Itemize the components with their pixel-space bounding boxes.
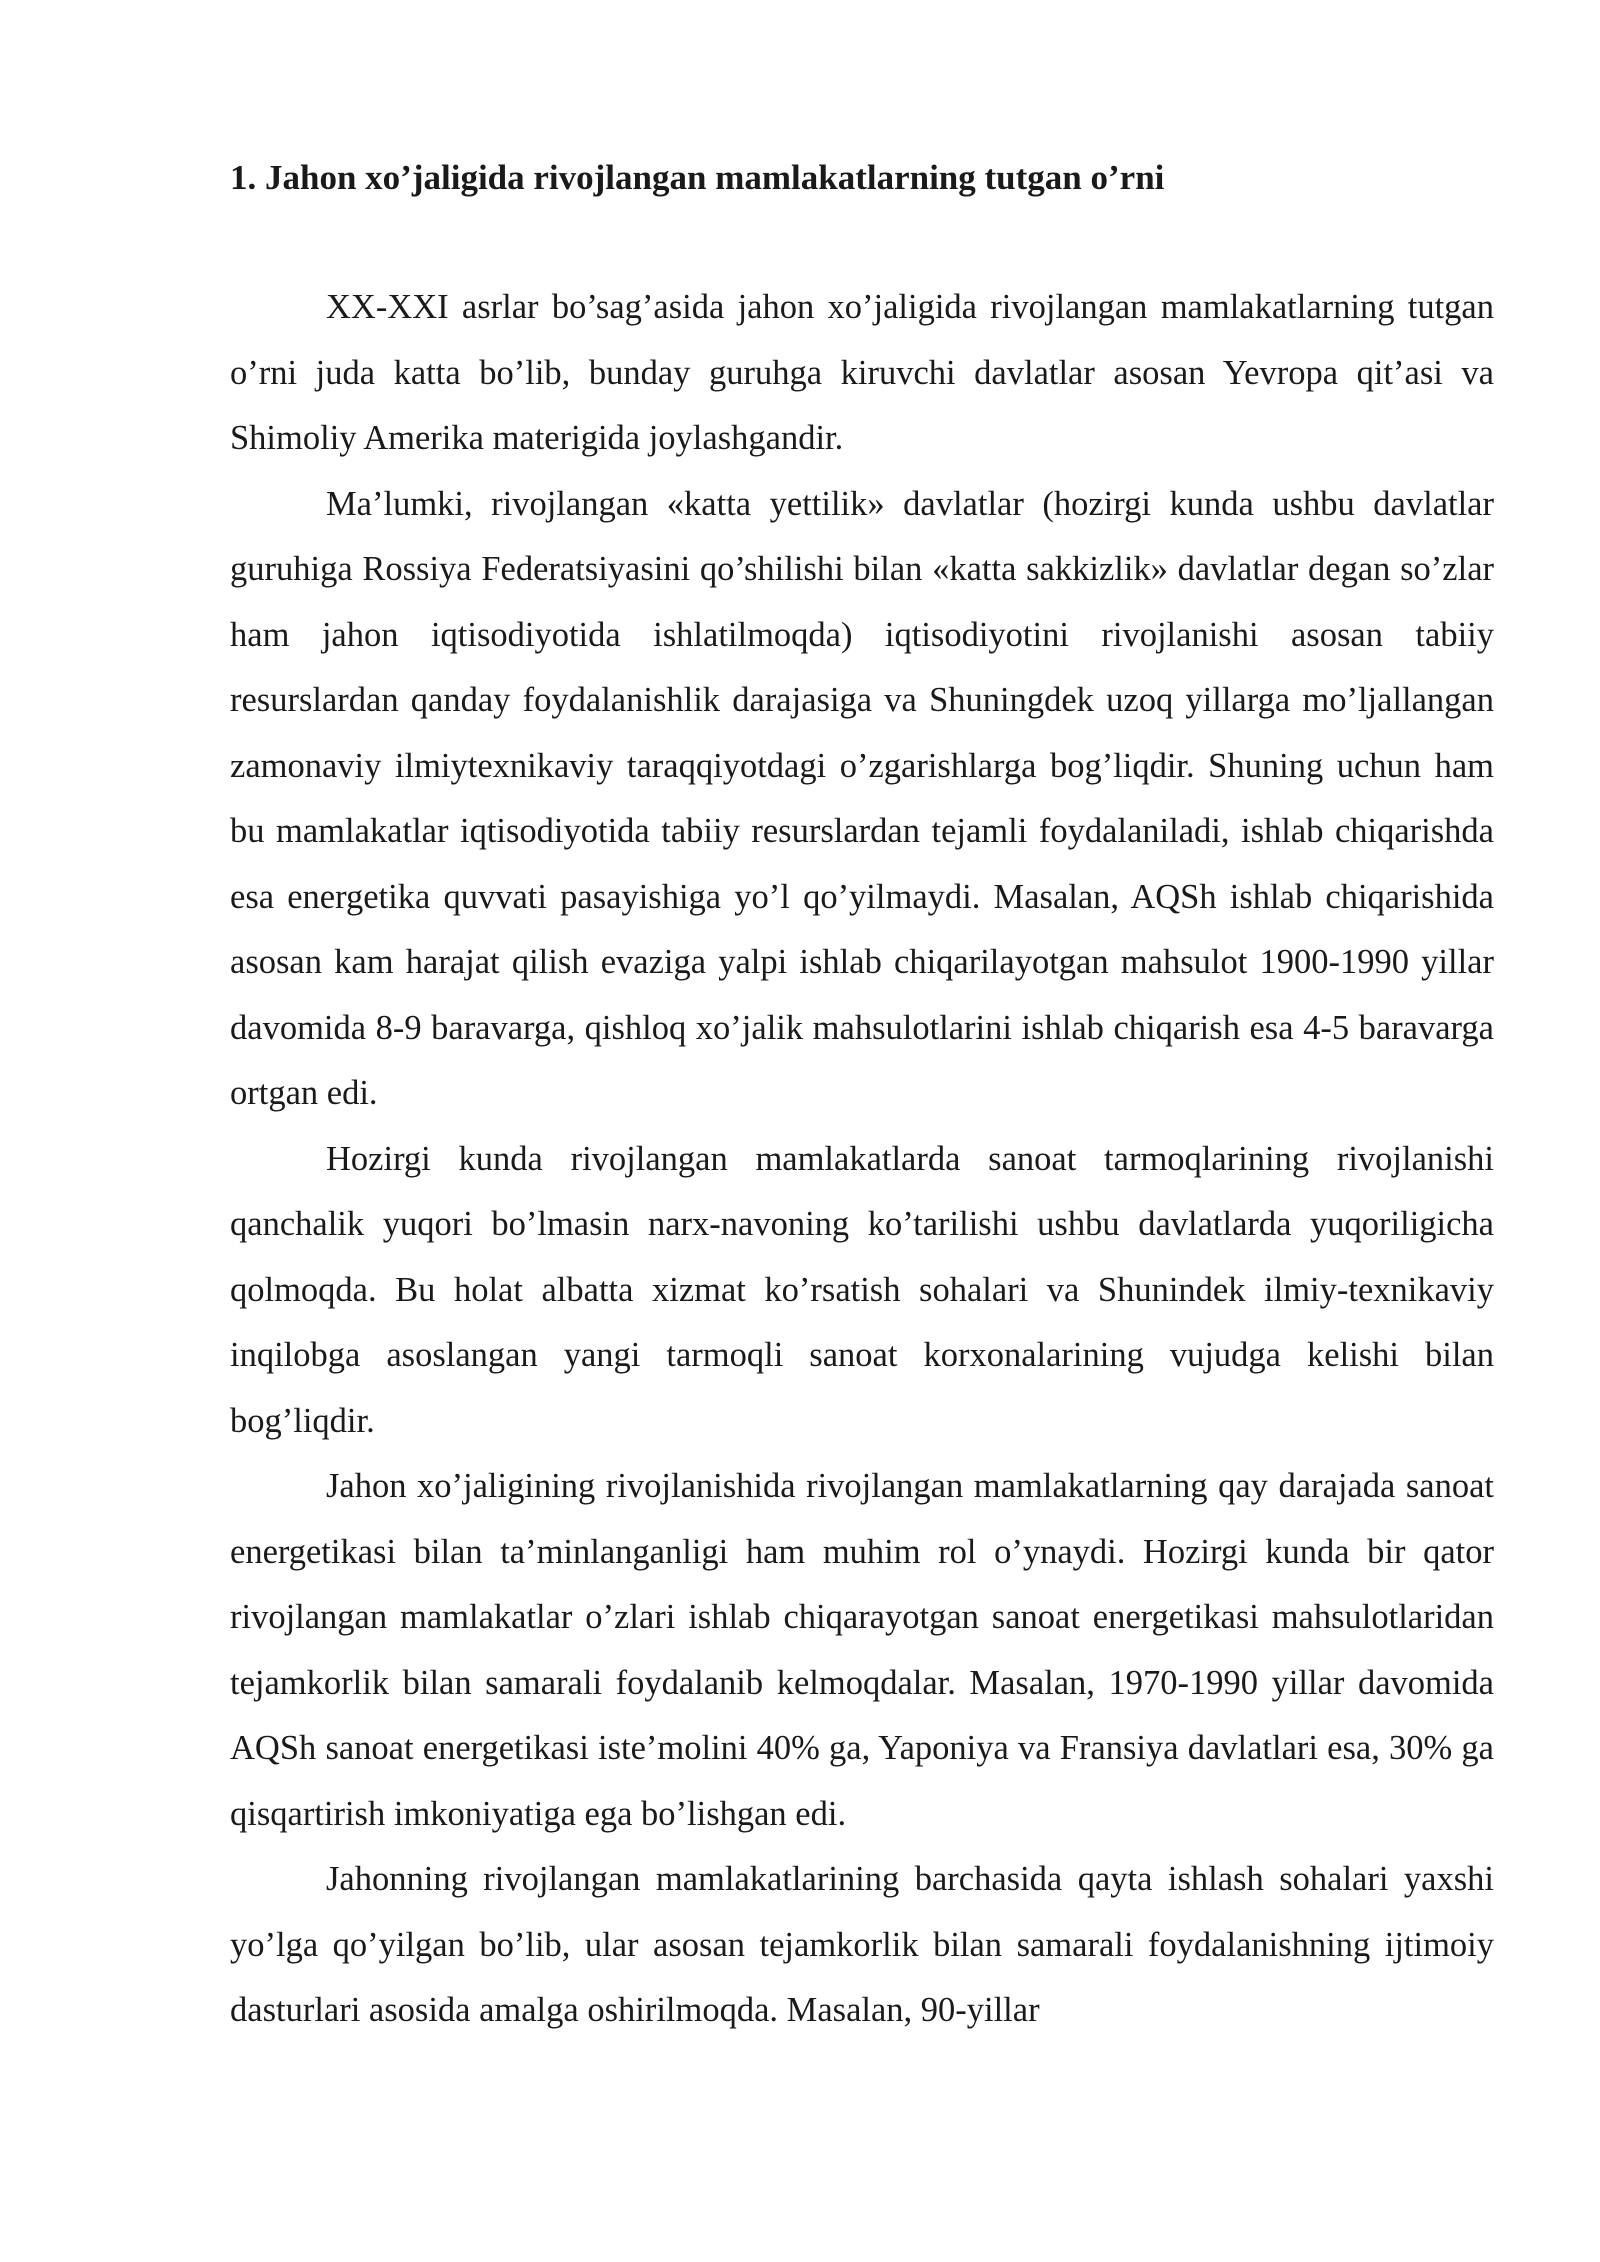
body-text [230, 275, 1494, 2044]
paragraph: XX-XXI asrlar bo’sag’asida jahon xo’jaligida rivojlangan mamlakatlarning tutgan o’rni juda katta bo’lib, bunday guruhga kiruvchi davlatlar asosan Yevropa qit’asi va Shimoliy Amerika materigida joylashgandir. [230, 288, 1494, 457]
paragraph: Ma’lumki, rivojlangan «katta yettilik» davlatlar (hozirgi kunda ushbu davlatlar guruhiga Rossiya Federatsiyasini qo’shilishi bilan «katta sakkizlik» davlatlar degan so’zlar ham jahon iqtisodiyotida ishlatilmoqda) iqtisodiyotini rivojlanishi asosan tabiiy resurslardan qanday foydalanishlik darajasiga va Shuningdek uzoq yillarga mo’ljallangan zamonaviy ilmiytexnikaviy taraqqiyotdagi o’zgarishlarga bog’liqdir. Shuning uchun ham bu mamlakatlar iqtisodiyotida tabiiy resurslardan tejamli foydalaniladi, ishlab chiqarishda esa energetika quvvati pasayishiga yo’l qo’yilmaydi. Masalan, AQSh ishlab chiqarishida asosan kam harajat qilish evaziga yalpi ishlab chiqarilayotgan mahsulot 1900-1990 yillar davomida 8-9 baravarga, qishloq xo’jalik mahsulotlarini ishlab chiqarish esa 4-5 baravarga ortgan edi. [230, 484, 1494, 1112]
paragraph: Jahon xo’jaligining rivojlanishida rivojlangan mamlakatlarning qay darajada sanoat energetikasi bilan ta’minlanganligi ham muhim rol o’ynaydi. Hozirgi kunda bir qator rivojlangan mamlakatlar o’zlari ishlab chiqarayotgan sanoat energetikasi mahsulotlaridan tejamkorlik bilan samarali foydalanib kelmoqdalar. Masalan, 1970-1990 yillar davomida AQSh sanoat energetikasi iste’molini 40% ga, Yaponiya va Fransiya davlatlari esa, 30% ga qisqartirish imkoniyatiga ega bo’lishgan edi. [230, 1467, 1494, 1833]
paragraph: Jahonning rivojlangan mamlakatlarining barchasida qayta ishlash sohalari yaxshi yo’lga qo’yilgan bo’lib, ular asosan tejamkorlik bilan samarali foydalanishning ijtimoiy dasturlari asosida amalga oshirilmoqda. Masalan, 90-yillar [230, 1860, 1494, 2029]
paragraph: Hozirgi kunda rivojlangan mamlakatlarda sanoat tarmoqlarining rivojlanishi qanchalik yuqori bo’lmasin narx-navoning ko’tarilishi ushbu davlatlarda yuqoriligicha qolmoqda. Bu holat albatta xizmat ko’rsatish sohalari va Shunindek ilmiy-texnikaviy inqilobga asoslangan yangi tarmoqli sanoat korxonalarining vujudga kelishi bilan bog’liqdir. [230, 1139, 1494, 1440]
section-heading: 1. Jahon xo’jaligida rivojlangan mamlakatlarning tutgan o’rni [230, 158, 1165, 197]
